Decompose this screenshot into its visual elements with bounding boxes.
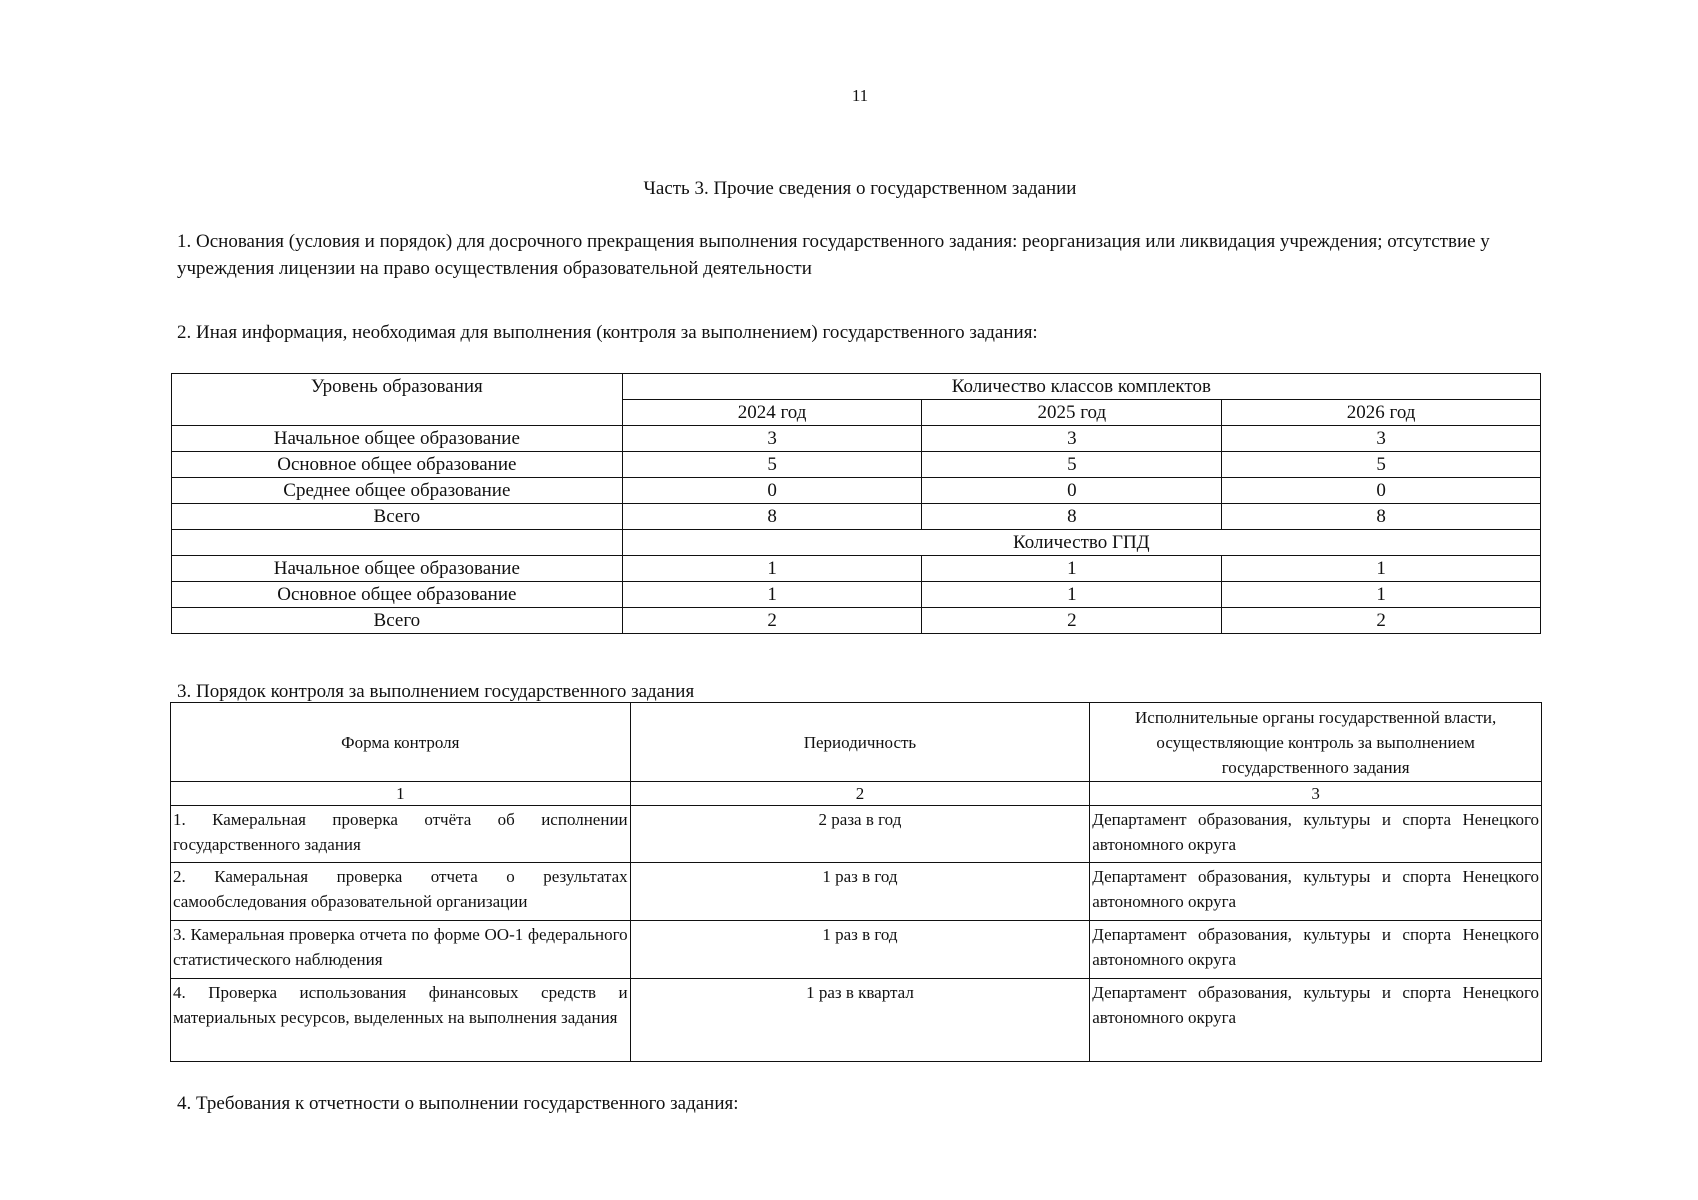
- table-row: [172, 504, 1541, 530]
- periodicity-cell: 2 раза в год: [630, 806, 1090, 863]
- table-row: [171, 979, 1542, 1062]
- value-cell: 1: [922, 582, 1222, 608]
- table-row: [171, 863, 1542, 921]
- authority-cell: Департамент образования, культуры и спорта Ненецкого автономного округа: [1090, 863, 1542, 921]
- column-number: 1: [171, 782, 631, 806]
- level-cell: Основное общее образование: [172, 452, 623, 478]
- table-row: [172, 478, 1541, 504]
- page-number: 11: [851, 86, 869, 105]
- control-form-cell: 3. Камеральная проверка отчета по форме ОО-1 федерального статистического наблюдения: [171, 921, 631, 979]
- gpd-group-header: Количество ГПД: [622, 530, 1540, 556]
- year-header: 2025 год: [922, 400, 1222, 426]
- table-row: [171, 806, 1542, 863]
- table-row: [172, 582, 1541, 608]
- section-3-heading: 3. Порядок контроля за выполнением государственного задания: [177, 681, 695, 702]
- value-cell: 5: [922, 452, 1222, 478]
- control-form-cell: 1. Камеральная проверка отчёта об исполнении государственного задания: [171, 806, 631, 863]
- level-cell: Начальное общее образование: [172, 426, 623, 452]
- value-cell: 2: [922, 608, 1222, 634]
- value-cell: 3: [1222, 426, 1541, 452]
- control-table: [170, 702, 1542, 1062]
- level-cell: Основное общее образование: [172, 582, 623, 608]
- value-cell: 8: [922, 504, 1222, 530]
- table-row: [172, 608, 1541, 634]
- year-header: 2024 год: [622, 400, 922, 426]
- level-cell: Всего: [172, 504, 623, 530]
- authority-cell: Департамент образования, культуры и спорта Ненецкого автономного округа: [1090, 921, 1542, 979]
- value-cell: 3: [622, 426, 922, 452]
- value-cell: 1: [1222, 582, 1541, 608]
- control-form-cell: 2. Камеральная проверка отчета о результатах самообследования образовательной организации: [171, 863, 631, 921]
- level-cell: Среднее общее образование: [172, 478, 623, 504]
- section-4-heading: 4. Требования к отчетности о выполнении государственного задания:: [177, 1093, 739, 1114]
- value-cell: 0: [622, 478, 922, 504]
- year-header: 2026 год: [1222, 400, 1541, 426]
- table-row: [172, 452, 1541, 478]
- level-cell: Начальное общее образование: [172, 556, 623, 582]
- value-cell: 0: [1222, 478, 1541, 504]
- section-1-text: 1. Основания (условия и порядок) для досрочного прекращения выполнения государственного задания: реорганизация или ликвидация учреждения; отсутствие у учреждения лицензии на право осуществления образовательной деятельности: [177, 231, 1490, 279]
- periodicity-cell: 1 раз в год: [630, 921, 1090, 979]
- periodicity-cell: 1 раз в квартал: [630, 979, 1090, 1062]
- value-cell: 1: [1222, 556, 1541, 582]
- section-2-heading: 2. Иная информация, необходимая для выполнения (контроля за выполнением) государственного задания:: [177, 322, 1038, 343]
- value-cell: 8: [622, 504, 922, 530]
- value-cell: 1: [922, 556, 1222, 582]
- level-header: Уровень образования: [172, 374, 623, 426]
- value-cell: 2: [622, 608, 922, 634]
- value-cell: 1: [622, 556, 922, 582]
- column-number: 2: [630, 782, 1090, 806]
- control-form-header: Форма контроля: [171, 703, 631, 782]
- control-form-cell: 4. Проверка использования финансовых средств и материальных ресурсов, выделенных на выполнения задания: [171, 979, 631, 1062]
- table-row: [172, 426, 1541, 452]
- level-cell: Всего: [172, 608, 623, 634]
- value-cell: 2: [1222, 608, 1541, 634]
- table-row: [171, 921, 1542, 979]
- column-number: 3: [1090, 782, 1542, 806]
- value-cell: 0: [922, 478, 1222, 504]
- authority-cell: Департамент образования, культуры и спорта Ненецкого автономного округа: [1090, 806, 1542, 863]
- authority-cell: Департамент образования, культуры и спорта Ненецкого автономного округа: [1090, 979, 1542, 1062]
- part-title: Часть 3. Прочие сведения о государственном задании: [643, 178, 1077, 199]
- empty-cell: [172, 530, 623, 556]
- classes-table: [171, 373, 1541, 634]
- value-cell: 5: [1222, 452, 1541, 478]
- periodicity-header: Периодичность: [630, 703, 1090, 782]
- classes-group-header: Количество классов комплектов: [622, 374, 1540, 400]
- value-cell: 1: [622, 582, 922, 608]
- value-cell: 3: [922, 426, 1222, 452]
- authority-header: Исполнительные органы государственной власти, осуществляющие контроль за выполнением государственного задания: [1090, 703, 1542, 782]
- value-cell: 5: [622, 452, 922, 478]
- table-row: [172, 556, 1541, 582]
- periodicity-cell: 1 раз в год: [630, 863, 1090, 921]
- value-cell: 8: [1222, 504, 1541, 530]
